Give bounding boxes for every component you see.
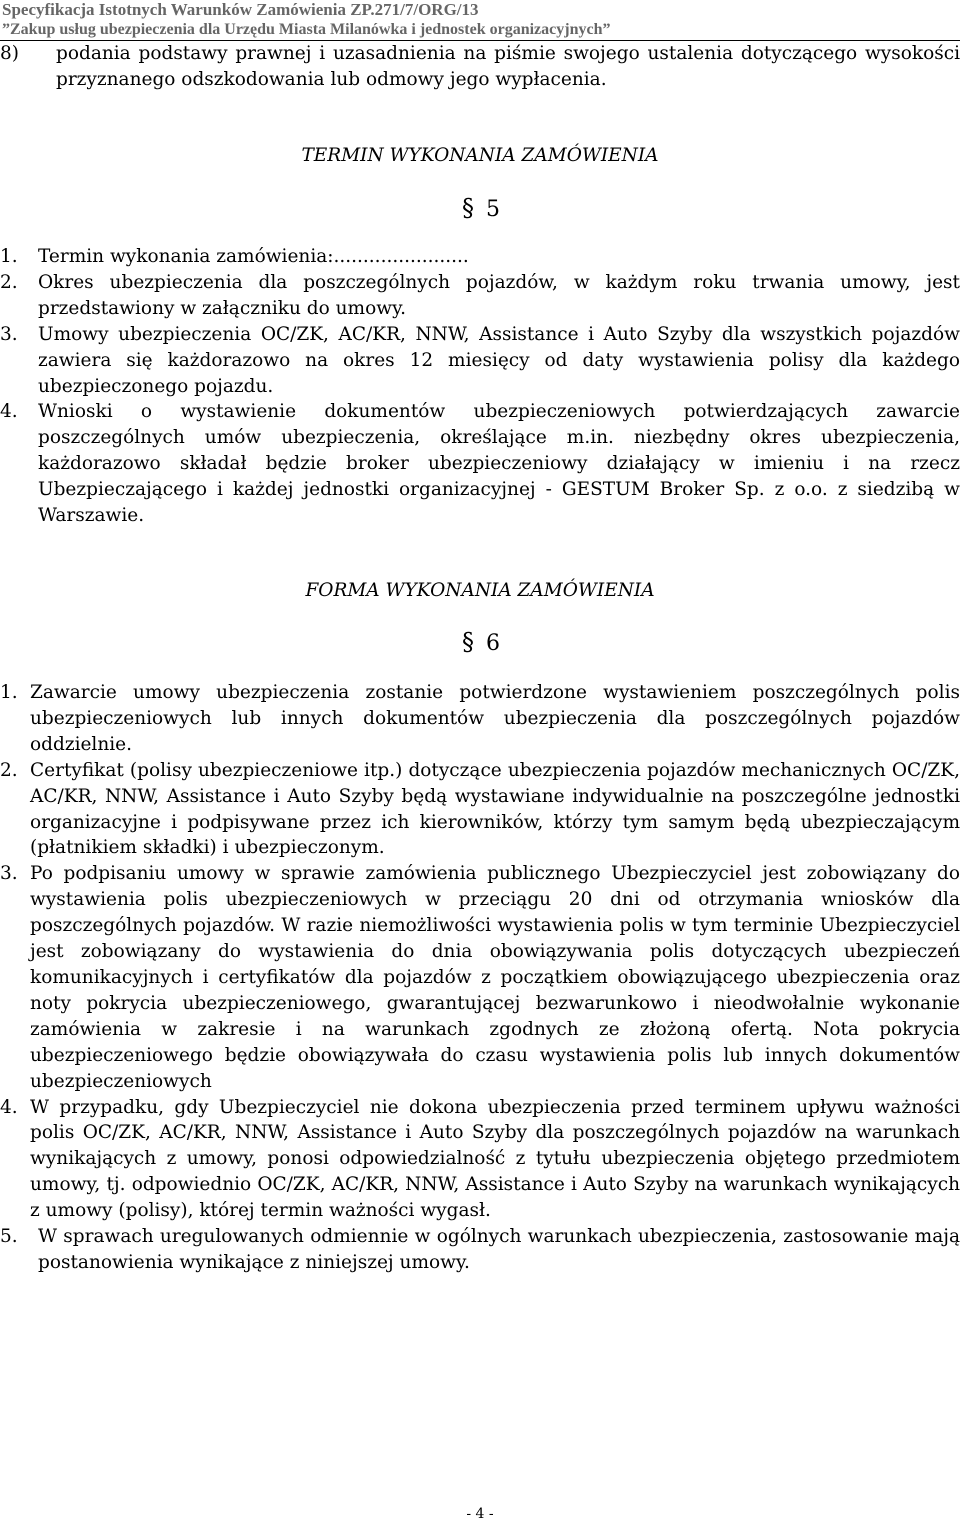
list-item [0,322,960,400]
item-text: Termin wykonania zamówienia:....................... [38,246,469,267]
paragraph-symbol: § [462,628,474,656]
list-item [0,1224,960,1276]
list-item [0,399,960,529]
item-number: 3. [0,863,18,885]
item-number: 1. [0,246,18,267]
item-text: podania podstawy prawnej i uzasadnienia na piśmie swojego ustalenia dotyczącego wysokości przyznanego odszkodowania lub odmowy jego wypłacenia. [56,43,960,90]
section-5-list [0,244,960,529]
section-6-paragraph [462,629,500,657]
section-6-title: FORMA WYKONANIA ZAMÓWIENIA [305,580,655,601]
list-item [0,758,960,862]
item-number: 1. [0,682,18,703]
paragraph-number: 6 [486,631,500,656]
item-number: 8) [0,43,19,64]
item-number: 3. [0,323,18,345]
header-tender-name: ”Zakup usług ubezpieczenia dla Urzędu Miasta Milanówka i jednostek organizacyjnych” [2,21,611,38]
item-number: 4. [0,1096,18,1118]
item-text: Umowy ubezpieczenia OC/ZK, AC/KR, NNW, Assistance i Auto Szyby dla wszystkich pojazdów zawiera się każdorazowo na okres 12 miesięcy od daty wystawienia polisy dla każdego ubezpieczonego pojazdu. [38,323,960,397]
paragraph-symbol: § [462,194,474,222]
item-text: Zawarcie umowy ubezpieczenia zostanie potwierdzone wystawieniem poszczególnych polis ubezpieczeniowych lub innych dokumentów ubezpieczenia dla poszczególnych pojazdów oddzielnie. [30,682,960,755]
list-item [0,270,960,322]
section-5-title: TERMIN WYKONANIA ZAMÓWIENIA [301,145,659,166]
item-text: W przypadku, gdy Ubezpieczyciel nie dokona ubezpieczenia przed terminem upływu ważności polis OC/ZK, AC/KR, NNW, Assistance i Auto Szyby dla poszczególnych pojazdów na warunkach wynikających z umowy, ponosi odpowiedzialność z tytułu ubezpieczenia objętego przedmiotem umowy, tj. odpowiednio OC/ZK, AC/KR, NNW, Assistance i Auto Szyby na warunkach wynikających z umowy (polisy), której termin ważności wygasł. [30,1096,960,1222]
intro-item [0,41,960,93]
item-text: Okres ubezpieczenia dla poszczególnych pojazdów, w każdym roku trwania umowy, jest przedstawiony w załączniku do umowy. [38,271,960,319]
page-number: - 4 - [466,1506,494,1522]
paragraph-number: 5 [486,197,500,222]
list-item [0,244,960,270]
list-item [0,861,960,1094]
section-5-paragraph [462,195,500,223]
item-text: Wnioski o wystawienie dokumentów ubezpieczeniowych potwierdzających zawarcie poszczególnych umów ubezpieczenia, określające m.in. niezbędny okres ubezpieczenia, każdorazowo składał będzie broker ubezpieczeniowy działający w imieniu i na rzecz Ubezpieczającego i każdej jednostki organizacyjnej - GESTUM Broker Sp. z o.o. z siedzibą w Warszawie. [38,401,960,527]
item-text: W sprawach uregulowanych odmiennie w ogólnych warunkach ubezpieczenia, zastosowanie mają postanowienia wynikające z niniejszej umowy. [38,1226,960,1273]
list-item [0,680,960,758]
item-number: 2. [0,759,18,781]
item-number: 5. [0,1226,18,1248]
item-number: 4. [0,401,18,423]
item-text: Po podpisaniu umowy w sprawie zamówienia publicznego Ubezpieczyciel jest zobowiązany do wystawienia polis ubezpieczeniowych w przeciągu 20 dni od otrzymania wniosków dla poszczególnych pojazdów. W razie niemożliwości wystawienia polis w tym terminie Ubezpieczyciel jest zobowiązany do wystawienia do dnia obowiązywania polis dotyczących ubezpieczeń komunikacyjnych i certyfikatów dla pojazdów z początkiem obowiązującego ubezpieczenia oraz noty pokrycia ubezpieczeniowego, gwarantującej bezwarunkowo i nieodwołalnie wykonanie zamówienia w zakresie i na warunkach zgodnych ze złożoną ofertą. Nota pokrycia ubezpieczeniowego będzie obowiązywała do czasu wystawienia polis lub innych dokumentów ubezpieczeniowych [30,863,960,1092]
section-6-list [0,680,960,1276]
item-text: Certyfikat (polisy ubezpieczeniowe itp.) dotyczące ubezpieczenia pojazdów mechanicznych OC/ZK, AC/KR, NNW, Assistance i Auto Szyby będą wystawiane indywidualnie na poszczególne jednostki organizacyjne i podpisywane przez ich kierowników, którzy tym samym będą ubezpieczającym (płatnikiem składki) i ubezpieczonym. [30,759,960,859]
header-spec-title: Specyfikacja Istotnych Warunków Zamówienia ZP.271/7/ORG/13 [2,0,479,19]
item-number: 2. [0,271,18,293]
list-item [0,1095,960,1225]
